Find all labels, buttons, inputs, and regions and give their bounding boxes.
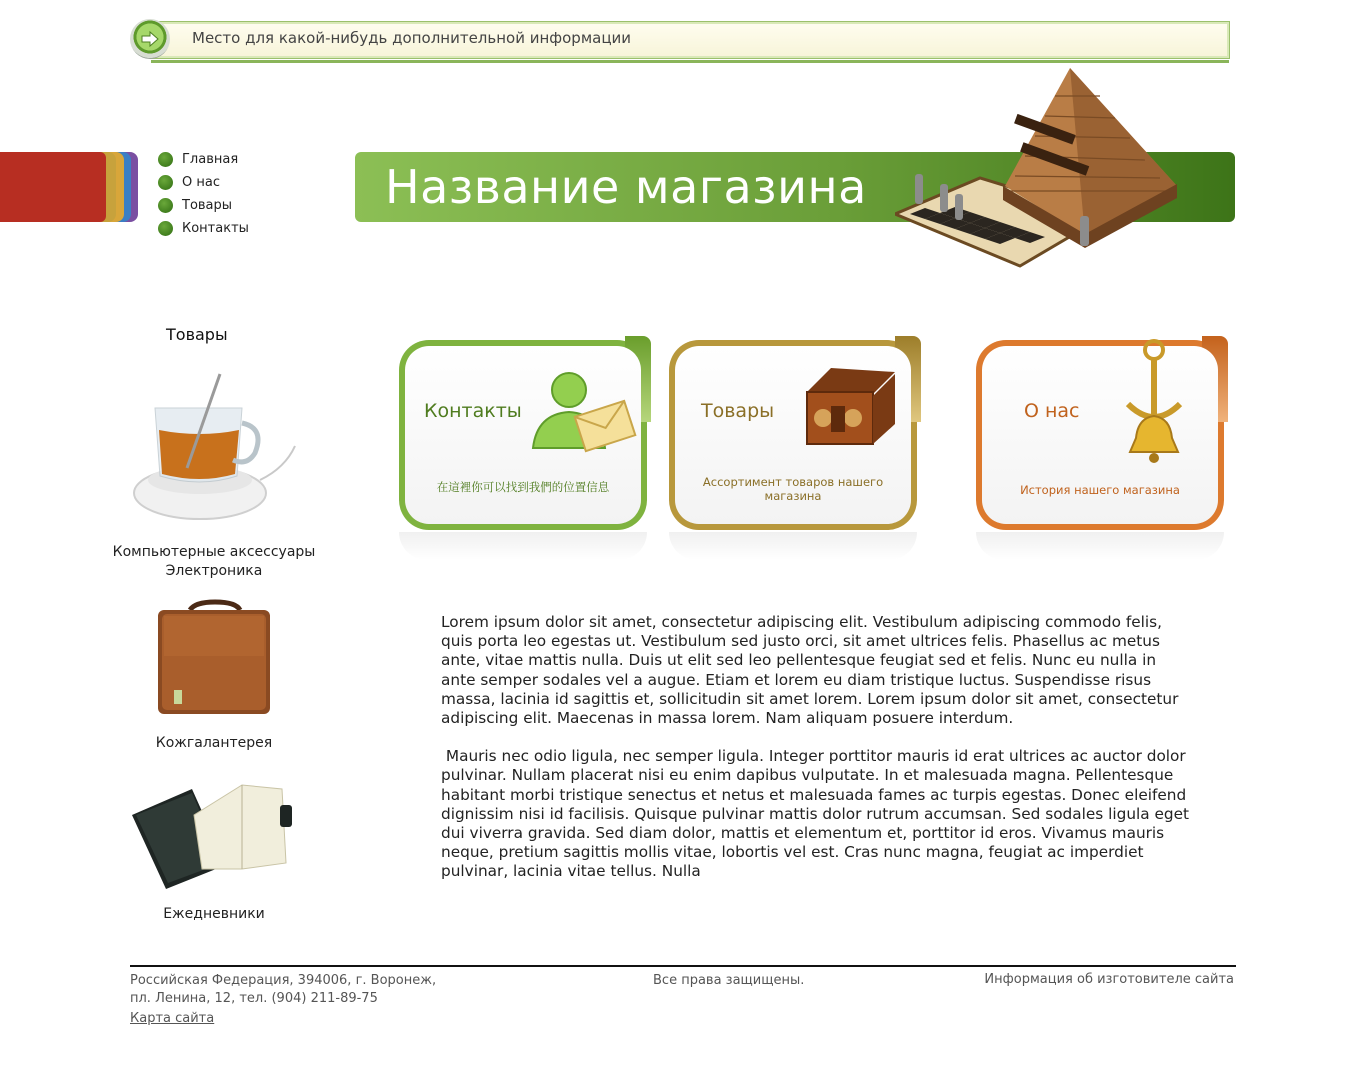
- nav-label: Товары: [182, 198, 233, 213]
- contact-user-mail-icon: [527, 356, 637, 470]
- card-description: История нашего магазина: [1020, 483, 1180, 497]
- product-caption-line: Электроника: [165, 563, 263, 579]
- bullet-icon: [158, 152, 173, 167]
- product-caption-line: Кожгалантерея: [155, 735, 273, 751]
- product-caption-line: Ежедневники: [163, 906, 265, 922]
- store-title: Название магазина: [385, 160, 867, 214]
- nav-label: Главная: [182, 152, 239, 167]
- card-description: 在這裡你可以找到我們的位置信息: [436, 480, 610, 494]
- card-products[interactable]: [669, 340, 917, 530]
- card-about[interactable]: [976, 340, 1224, 530]
- pyramid-chess-image: [895, 66, 1195, 298]
- product-image-tea-warmer[interactable]: [125, 368, 305, 528]
- nav-item-products[interactable]: [158, 194, 249, 217]
- anchor-bell-icon: [1114, 334, 1194, 478]
- address-line: Российская Федерация, 394006, г. Воронеж,: [130, 973, 437, 988]
- address-line: пл. Ленина, 12, тел. (904) 211-89-75: [130, 991, 378, 1006]
- product-image-leather-folder[interactable]: [150, 598, 280, 723]
- gramophone-icon: [801, 362, 901, 456]
- bullet-icon: [158, 198, 173, 213]
- nav-label: О нас: [182, 175, 220, 190]
- product-caption[interactable]: [100, 734, 328, 753]
- footer-address: [130, 972, 436, 1028]
- sitemap-link[interactable]: Карта сайта: [130, 1011, 215, 1026]
- card-contacts[interactable]: [399, 340, 647, 530]
- sidebar-title: Товары: [166, 325, 228, 344]
- decorative-color-tabs: [0, 150, 140, 224]
- product-caption[interactable]: [100, 905, 328, 924]
- card-title: О нас: [1024, 400, 1080, 422]
- nav-item-about[interactable]: [158, 171, 249, 194]
- nav-item-contacts[interactable]: [158, 217, 249, 240]
- product-image-planner[interactable]: [130, 775, 295, 893]
- bullet-icon: [158, 221, 173, 236]
- bullet-icon: [158, 175, 173, 190]
- card-reflection: [976, 532, 1224, 560]
- footer-rights: Все права защищены.: [653, 973, 805, 988]
- card-title: Контакты: [424, 400, 522, 422]
- footer-divider: [130, 965, 1236, 967]
- card-title: Товары: [701, 400, 775, 422]
- right-arrow-icon[interactable]: [130, 19, 170, 59]
- main-nav: [158, 148, 249, 240]
- card-reflection: [669, 532, 917, 560]
- info-bar: [130, 19, 1230, 61]
- info-bar-text: Место для какой-нибудь дополнительной информации: [192, 29, 632, 47]
- card-description: Ассортимент товаров нашего магазина: [702, 475, 884, 503]
- main-content: [441, 613, 1194, 901]
- paragraph: Mauris nec odio ligula, nec semper ligula. Integer porttitor mauris id erat ultrices ac auctor dolor pulvinar. Nullam placerat nisi eu enim dapibus vulputate. In et malesuada magna. Pellentesque habitant morbi tristique senectus et netus et malesuada fames ac turpis egestas. Donec eleifend dignissim nisi id facilisis. Quisque pulvinar mattis dolor rutrum accumsan. Sed sodales ligula eget dui viverra gravida. Sed diam dolor, mattis et elementum et, porttitor id eros. Vivamus mauris neque, pretium sagittis mollis vitae, lobortis vel est. Cras nunc magna, feugiat ac imperdiet pulvinar, lacinia vitae tellus. Nulla: [441, 747, 1194, 881]
- product-caption[interactable]: [100, 543, 328, 581]
- product-caption-line: Компьютерные аксессуары: [112, 544, 316, 560]
- nav-item-home[interactable]: [158, 148, 249, 171]
- footer-maker-link[interactable]: Информация об изготовителе сайта: [984, 972, 1234, 987]
- nav-label: Контакты: [182, 221, 249, 236]
- paragraph: Lorem ipsum dolor sit amet, consectetur adipiscing elit. Vestibulum adipiscing commodo felis, quis porta leo egestas ut. Vestibulum sed justo orci, sit amet ultrices felis. Phasellus ac metus ante, vitae mattis nulla. Duis ut elit sed leo pellentesque feugiat sed et felis. Nunc eu nulla in ante semper sodales vel a augue. Etiam et lorem eu diam tristique luctus. Suspendisse risus massa, lacinia id sagittis et, sollicitudin sit amet lorem. Lorem ipsum dolor sit amet, consectetur adipiscing elit. Maecenas in massa lorem. Nam aliquam posuere interdum.: [441, 613, 1179, 728]
- card-reflection: [399, 532, 647, 560]
